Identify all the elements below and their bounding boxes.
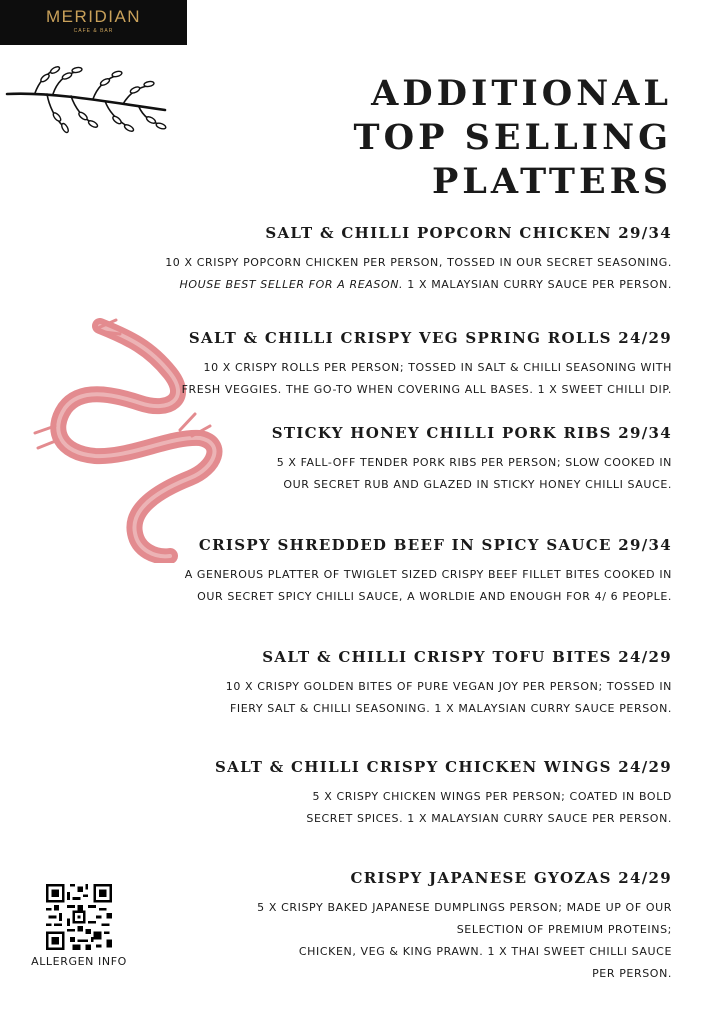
menu-item-name: CRISPY JAPANESE GYOZAS 24/29 (350, 869, 672, 887)
menu-item-name: CRISPY SHREDDED BEEF IN SPICY SAUCE 29/34 (198, 536, 672, 554)
menu-item-name: SALT & CHILLI CRISPY CHICKEN WINGS 24/29 (215, 758, 672, 776)
menu-item-description (257, 897, 672, 985)
menu-item-name: SALT & CHILLI CRISPY TOFU BITES 24/29 (262, 648, 672, 666)
menu-item-description (182, 357, 672, 401)
description-line: A GENEROUS PLATTER OF TWIGLET SIZED CRISPY BEEF FILLET BITES COOKED IN (184, 568, 672, 581)
menu-item-description (215, 786, 672, 830)
description-line: SECRET SPICES. 1 X MALAYSIAN CURRY SAUCE PER PERSON. (306, 812, 672, 825)
page-title-line: ADDITIONAL (371, 73, 672, 114)
description-line: 10 X CRISPY ROLLS PER PERSON; TOSSED IN SALT & CHILLI SEASONING WITH (203, 361, 672, 374)
description-line: FRESH VEGGIES. THE GO-TO WHEN COVERING ALL BASES. 1 X SWEET CHILLI DIP. (181, 383, 672, 396)
branch-illustration (5, 62, 170, 142)
brand-tagline: CAFE & BAR (73, 28, 114, 34)
description-line: FIERY SALT & CHILLI SEASONING. 1 X MALAYSIAN CURRY SAUCE PERSON. (229, 702, 672, 715)
menu-item-description (272, 452, 672, 496)
description-line: PER PERSON. (592, 967, 672, 980)
menu-item-name: SALT & CHILLI CRISPY VEG SPRING ROLLS 24/29 (188, 329, 672, 347)
menu-item-name: SALT & CHILLI POPCORN CHICKEN 29/34 (265, 224, 672, 242)
menu-item-shredded-beef (185, 536, 672, 608)
description-line: 5 X FALL-OFF TENDER PORK RIBS PER PERSON; SLOW COOKED IN (276, 456, 672, 469)
menu-item-name: STICKY HONEY CHILLI PORK RIBS 29/34 (271, 424, 672, 442)
description-highlight: HOUSE BEST SELLER FOR A REASON. (179, 278, 404, 291)
menu-item-chicken-wings (215, 758, 672, 830)
brand-logo (0, 0, 187, 45)
menu-item-popcorn-chicken (165, 224, 672, 296)
brand-name: MERIDIAN (45, 7, 142, 26)
description-line: 10 X CRISPY POPCORN CHICKEN PER PERSON, TOSSED IN OUR SECRET SEASONING. (165, 256, 672, 269)
menu-item-gyozas (257, 869, 672, 985)
description-line: OUR SECRET RUB AND GLAZED IN STICKY HONEY CHILLI SAUCE. (283, 478, 672, 491)
description-line: 5 X CRISPY CHICKEN WINGS PER PERSON; COATED IN BOLD (312, 790, 672, 803)
menu-item-description (185, 564, 672, 608)
description-line: CHICKEN, VEG & KING PRAWN. 1 X THAI SWEET CHILLI SAUCE (298, 945, 672, 958)
description-line: 5 X CRISPY BAKED JAPANESE DUMPLINGS PERSON; MADE UP OF OUR (257, 901, 672, 914)
menu-item-tofu-bites (226, 648, 672, 720)
allergen-info-link[interactable]: ALLERGEN INFO (31, 955, 127, 968)
menu-item-pork-ribs (272, 424, 672, 496)
menu-item-description (226, 676, 672, 720)
description-line: HOUSE BEST SELLER FOR A REASON. 1 X MALAYSIAN CURRY SAUCE PER PERSON. (179, 278, 672, 291)
page-title-line: TOP SELLING (353, 117, 672, 158)
description-line: 10 X CRISPY GOLDEN BITES OF PURE VEGAN JOY PER PERSON; TOSSED IN (225, 680, 672, 693)
page-title-line: PLATTERS (431, 161, 672, 202)
menu-item-description (165, 252, 672, 296)
description-line: OUR SECRET SPICY CHILLI SAUCE, A WORLDIE AND ENOUGH FOR 4/ 6 PEOPLE. (197, 590, 672, 603)
description-line: SELECTION OF PREMIUM PROTEINS; (456, 923, 672, 936)
menu-item-spring-rolls (182, 329, 672, 401)
qr-code-icon[interactable] (44, 884, 114, 950)
page-title (354, 72, 672, 204)
